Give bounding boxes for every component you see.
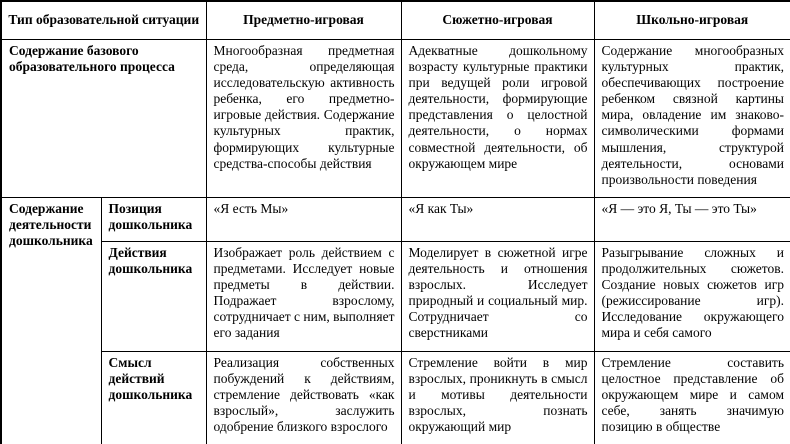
header-row bbox=[1, 1, 790, 39]
row-actions bbox=[1, 241, 790, 351]
cell-sense-plot-play: Стремление войти в мир взрослых, проникнуть в смысл и мотивы деятельности взрослых, познать окружающий мир bbox=[401, 351, 594, 444]
row-label-base-process: Содержание базового образовательного процесса bbox=[1, 39, 206, 197]
cell-base-process-plot-play: Адекватные дошкольному возрасту культурные практики при ведущей роли игровой деятельности, формирующие представления о целостной деятельности, о нормах совместной деятельности, об окружающем мире bbox=[401, 39, 594, 197]
row-position bbox=[1, 197, 790, 241]
row-group-label-activity-content: Содержание деятельности дошкольника bbox=[1, 197, 101, 444]
row-label-sense-of-actions: Смысл действий дошкольника bbox=[101, 351, 206, 444]
cell-position-plot-play: «Я как Ты» bbox=[401, 197, 594, 241]
header-type-of-situation: Тип образовательной ситуации bbox=[1, 1, 206, 39]
header-plot-play: Сюжетно-игровая bbox=[401, 1, 594, 39]
header-subject-play: Предметно-игровая bbox=[206, 1, 401, 39]
cell-position-subject-play: «Я есть Мы» bbox=[206, 197, 401, 241]
row-label-position: Позиция дошкольника bbox=[101, 197, 206, 241]
row-base-process bbox=[1, 39, 790, 197]
cell-sense-school-play: Стремление составить целостное представление об окружающем мире и самом себе, занять значимую позицию в обществе bbox=[594, 351, 790, 444]
row-sense-of-actions bbox=[1, 351, 790, 444]
cell-actions-school-play: Разыгрывание сложных и продолжительных сюжетов. Создание новых сюжетов игр (режиссирование игр). Исследование окружающего мира и себя самого bbox=[594, 241, 790, 351]
cell-base-process-school-play: Содержание многообразных культурных практик, обеспечивающих построение ребенком связной картины мира, овладение им знаково-символическими формами мышления, структурой деятельности, основами произвольности поведения bbox=[594, 39, 790, 197]
cell-actions-plot-play: Моделирует в сюжетной игре деятельность и отношения взрослых. Исследует природный и социальный мир. Сотрудничает со сверстниками bbox=[401, 241, 594, 351]
row-label-actions: Действия дошкольника bbox=[101, 241, 206, 351]
cell-base-process-subject-play: Многообразная предметная среда, определяющая исследовательскую активность ребенка, его предметно-игровые действия. Содержание культурных практик, формирующих культурные средства-способы действия bbox=[206, 39, 401, 197]
header-school-play: Школьно-игровая bbox=[594, 1, 790, 39]
cell-position-school-play: «Я — это Я, Ты — это Ты» bbox=[594, 197, 790, 241]
cell-actions-subject-play: Изображает роль действием с предметами. Исследует новые предметы в действии. Подражает взрослому, сотрудничает с ним, выполняет его задания bbox=[206, 241, 401, 351]
cell-sense-subject-play: Реализация собственных побуждений к действиям, стремление действовать «как взрослый», заслужить одобрение близкого взрослого bbox=[206, 351, 401, 444]
